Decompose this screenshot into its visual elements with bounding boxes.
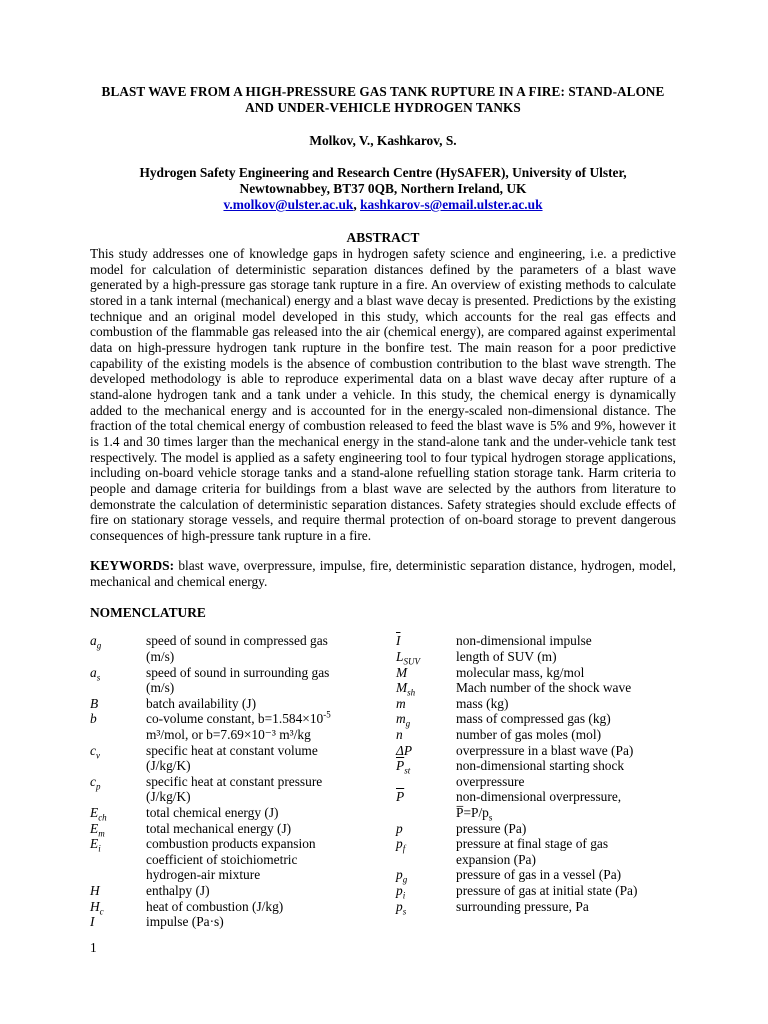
- symbol-main: H: [90, 882, 100, 898]
- symbol-main: E: [90, 836, 99, 852]
- email-separator: ,: [353, 197, 361, 212]
- definition-text: hydrogen-air mixture: [146, 867, 261, 883]
- definition-text: non-dimensional impulse: [456, 633, 592, 649]
- definition-text: molecular mass, kg/mol: [456, 664, 585, 680]
- symbol-main: $\overline{P}$: [396, 758, 405, 774]
- nomenclature-symbol: [90, 883, 146, 899]
- nomenclature-symbol: [90, 696, 146, 712]
- nomenclature-definition: [146, 774, 390, 790]
- nomenclature-row: [396, 680, 686, 696]
- affiliation-line-2: Newtownabbey, BT37 0QB, Northern Ireland, UK: [239, 181, 527, 196]
- email-link-kashkarov[interactable]: kashkarov-s@email.ulster.ac.uk: [360, 197, 543, 212]
- nomenclature-definition: [146, 665, 390, 681]
- definition-text: pressure of gas in a vessel (Pa): [456, 867, 622, 883]
- nomenclature-symbol: [396, 821, 456, 837]
- nomenclature-definition: [146, 867, 390, 883]
- symbol-subscript: g: [405, 719, 411, 730]
- nomenclature-definition: [146, 696, 390, 712]
- nomenclature-row: [90, 633, 390, 652]
- symbol-main: B: [90, 695, 99, 711]
- page-number: 1: [90, 940, 97, 955]
- nomenclature-definition: [456, 821, 686, 837]
- symbol-subscript: i: [402, 890, 406, 901]
- definition-text: specific heat at constant pressure: [146, 773, 323, 789]
- nomenclature-definition: [456, 743, 686, 759]
- nomenclature-definition: [456, 711, 686, 727]
- nomenclature-definition: [456, 774, 686, 790]
- definition-text: overpressure: [456, 773, 525, 789]
- nomenclature-definition: [456, 633, 686, 649]
- keywords: [90, 558, 676, 590]
- nomenclature-row: [90, 743, 390, 759]
- definition-text: specific heat at constant volume: [146, 742, 318, 758]
- nomenclature-row: [90, 665, 390, 681]
- nomenclature-symbol: [90, 821, 146, 837]
- nomenclature-definition: [456, 805, 686, 821]
- symbol-main: p: [396, 867, 403, 883]
- nomenclature-heading: NOMENCLATURE: [90, 605, 206, 621]
- nomenclature-row: [396, 789, 686, 805]
- definition-text: speed of sound in surrounding gas: [146, 664, 330, 680]
- nomenclature-definition: [456, 665, 686, 681]
- definition-text: coefficient of stoichiometric: [146, 851, 298, 867]
- nomenclature-symbol: [90, 727, 146, 743]
- nomenclature-row: [396, 852, 686, 868]
- nomenclature-row: [90, 774, 390, 790]
- nomenclature-definition: [456, 867, 686, 883]
- nomenclature-row: [90, 727, 390, 743]
- definition-text: (J/kg/K): [146, 758, 191, 774]
- author-emails: [90, 197, 676, 213]
- symbol-main: m: [396, 711, 406, 727]
- nomenclature-definition: [146, 852, 390, 868]
- definition-superscript: -5: [323, 709, 331, 720]
- symbol-main: b: [90, 711, 97, 727]
- nomenclature-symbol: [90, 914, 146, 930]
- nomenclature-definition: [456, 899, 686, 915]
- nomenclature-symbol: [90, 852, 146, 868]
- definition-text: impulse (Pa·s): [146, 914, 224, 930]
- symbol-subscript: st: [404, 765, 411, 776]
- symbol-subscript: s: [96, 672, 101, 683]
- nomenclature-symbol: [396, 649, 456, 665]
- nomenclature-definition: [146, 680, 390, 696]
- nomenclature-row: [90, 680, 390, 696]
- nomenclature-row: [396, 883, 686, 899]
- nomenclature-table: [90, 633, 676, 953]
- nomenclature-definition: [146, 758, 390, 774]
- nomenclature-row: [396, 821, 686, 837]
- nomenclature-row: [396, 649, 686, 665]
- nomenclature-row: [396, 743, 686, 759]
- nomenclature-symbol: [396, 743, 456, 759]
- nomenclature-row: [90, 852, 390, 868]
- symbol-main: $\overline{P}$: [396, 789, 405, 805]
- keywords-label: KEYWORDS:: [90, 558, 175, 574]
- nomenclature-symbol: [396, 680, 456, 696]
- nomenclature-row: [396, 774, 686, 790]
- symbol-subscript: sh: [407, 687, 416, 698]
- definition-text: non-dimensional overpressure,: [456, 789, 622, 805]
- nomenclature-definition: [146, 711, 390, 727]
- symbol-main: p: [396, 820, 403, 836]
- nomenclature-row: [396, 696, 686, 712]
- symbol-main: M: [396, 680, 408, 696]
- nomenclature-symbol: [396, 727, 456, 743]
- definition-text: enthalpy (J): [146, 882, 210, 898]
- definition-text: m³/mol, or b=7.69×10⁻³ m³/kg: [146, 727, 311, 743]
- symbol-main: a: [90, 633, 97, 649]
- nomenclature-symbol: [396, 852, 456, 868]
- nomenclature-symbol: [90, 867, 146, 883]
- nomenclature-symbol: [90, 711, 146, 727]
- nomenclature-row: [396, 805, 686, 821]
- nomenclature-row: [90, 649, 390, 665]
- symbol-subscript: ch: [98, 812, 107, 823]
- nomenclature-definition: [146, 743, 390, 759]
- definition-text: length of SUV (m): [456, 649, 557, 665]
- symbol-main: p: [396, 898, 403, 914]
- definition-text: Mach number of the shock wave: [456, 680, 632, 696]
- paper-authors: Molkov, V., Kashkarov, S.: [309, 133, 457, 148]
- nomenclature-row: [396, 836, 686, 852]
- nomenclature-definition: [456, 883, 686, 899]
- email-link-molkov[interactable]: v.molkov@ulster.ac.uk: [223, 197, 354, 212]
- definition-text: (J/kg/K): [146, 789, 191, 805]
- abstract-heading: ABSTRACT: [346, 230, 420, 245]
- paper-title: BLAST WAVE FROM A HIGH-PRESSURE GAS TANK RUPTURE IN A FIRE: STAND-ALONE AND UNDER-VEHICLE HYDROGEN TANKS: [101, 84, 665, 115]
- definition-text: P̅=P/p: [456, 805, 489, 820]
- nomenclature-symbol: [90, 836, 146, 852]
- definition-text: (m/s): [146, 649, 175, 665]
- nomenclature-definition: [456, 789, 686, 805]
- nomenclature-symbol: [396, 883, 456, 899]
- definition-text: non-dimensional starting shock: [456, 758, 625, 774]
- symbol-main: m: [396, 695, 406, 711]
- nomenclature-symbol: [90, 899, 146, 915]
- nomenclature-row: [90, 914, 390, 930]
- definition-text: number of gas moles (mol): [456, 727, 602, 743]
- nomenclature-definition: [456, 758, 686, 774]
- symbol-main: p: [396, 882, 403, 898]
- nomenclature-definition: [456, 836, 686, 852]
- nomenclature-row: [396, 899, 686, 915]
- definition-text: co-volume constant, b=1.584×10: [146, 711, 324, 727]
- nomenclature-symbol: [396, 711, 456, 730]
- nomenclature-row: [90, 821, 390, 837]
- symbol-main: E: [90, 820, 99, 836]
- nomenclature-definition: [456, 727, 686, 743]
- nomenclature-row: [90, 836, 390, 852]
- nomenclature-symbol: [90, 680, 146, 696]
- nomenclature-right-column: [396, 633, 686, 917]
- nomenclature-definition: [146, 883, 390, 899]
- nomenclature-symbol: [396, 758, 456, 774]
- nomenclature-symbol: [396, 805, 456, 821]
- nomenclature-row: [90, 696, 390, 712]
- nomenclature-row: [90, 867, 390, 883]
- nomenclature-row: [396, 633, 686, 649]
- nomenclature-row: [396, 727, 686, 743]
- nomenclature-definition: [146, 836, 390, 852]
- nomenclature-row: [90, 711, 390, 727]
- symbol-subscript: p: [95, 781, 101, 792]
- affiliation-line-1: Hydrogen Safety Engineering and Research Centre (HySAFER), University of Ulster,: [139, 165, 627, 180]
- nomenclature-row: [396, 711, 686, 730]
- symbol-main: ΔP: [396, 742, 413, 758]
- nomenclature-row: [90, 789, 390, 805]
- symbol-main: L: [396, 649, 404, 665]
- definition-text: total chemical energy (J): [146, 805, 279, 820]
- nomenclature-symbol: [396, 789, 456, 805]
- nomenclature-symbol: [90, 774, 146, 790]
- definition-text: expansion (Pa): [456, 851, 536, 867]
- nomenclature-symbol: [90, 665, 146, 681]
- symbol-main: a: [90, 664, 97, 680]
- definition-text: total mechanical energy (J): [146, 820, 292, 836]
- definition-text: pressure of gas at initial state (Pa): [456, 882, 638, 898]
- definition-text: batch availability (J): [146, 695, 257, 711]
- keywords-text: blast wave, overpressure, impulse, fire, deterministic separation distance, hydrogen, model, mechanical and chemical energy.: [90, 558, 676, 590]
- definition-text: overpressure in a blast wave (Pa): [456, 742, 634, 758]
- nomenclature-definition: [146, 633, 390, 649]
- definition-text: (m/s): [146, 680, 175, 696]
- nomenclature-symbol: [396, 633, 456, 649]
- definition-text: heat of combustion (J/kg): [146, 898, 284, 914]
- symbol-main: n: [396, 727, 403, 743]
- symbol-subscript: f: [402, 843, 406, 854]
- nomenclature-definition: [146, 727, 390, 743]
- nomenclature-symbol: [396, 696, 456, 712]
- nomenclature-row: [90, 758, 390, 774]
- symbol-main: $\overline{I}$: [396, 633, 401, 649]
- symbol-subscript: g: [96, 641, 102, 652]
- symbol-main: H: [90, 898, 100, 914]
- definition-text: pressure (Pa): [456, 820, 527, 836]
- symbol-main: c: [90, 773, 96, 789]
- symbol-main: M: [396, 664, 408, 680]
- abstract-text: This study addresses one of knowledge gaps in hydrogen safety science and engineering, i.e. a predictive model for calculation of deterministic separation distances defined by the parameters of a blast wave generated by a high-pressure gas storage tank rupture in a fire. An overview of existing methods to calculate stored in a tank internal (mechanical) energy and a blast wave decay is presented. Predictions by the existing technique and an original model developed in this study, which accounts for the real gas effects and combustion of the flammable gas released into the air (chemical energy), are compared against experimental data on high-pressure hydrogen tank rupture in the bonfire test. The main reason for a poor predictive capability of the existing models is the absence of combustion contribution to the blast wave strength. The developed methodology is able to reproduce experimental data on a blast wave decay after rupture of a stand-alone hydrogen tank and a tank under a vehicle. In this study, the chemical energy is dynamically added to the mechanical energy and is accounted for in the energy-scaled non-dimensional distance. The fraction of the total chemical energy of combustion released to feed the blast wave is 5% and 9%, however it is 1.4 and 30 times larger than the mechanical energy in the stand-alone tank and the under-vehicle tank test respectively. The model is applied as a safety engineering tool to four typical hydrogen storage applications, including on-board vehicle storage tanks and a stand-alone refuelling station storage tank. Harm criteria to people and damage criteria for buildings from a blast wave are selected by the authors from literature to demonstrate the calculation of deterministic separation distances. Safety strategies should exclude effects of fire on stationary storage vessels, and require thermal protection of on-board storage to prevent dangerous consequences of high-pressure tank rupture in a fire.: [90, 246, 676, 543]
- nomenclature-symbol: [90, 789, 146, 805]
- definition-text: speed of sound in compressed gas: [146, 633, 328, 649]
- definition-text: surrounding pressure, Pa: [456, 898, 589, 914]
- nomenclature-row: [90, 805, 390, 821]
- nomenclature-symbol: [396, 774, 456, 790]
- nomenclature-symbol: [90, 743, 146, 759]
- nomenclature-definition: [456, 649, 686, 665]
- nomenclature-definition: [456, 680, 686, 696]
- nomenclature-row: [396, 867, 686, 886]
- nomenclature-definition: [456, 852, 686, 868]
- nomenclature-row: [396, 665, 686, 681]
- symbol-main: p: [396, 836, 403, 852]
- symbol-subscript: c: [99, 906, 104, 917]
- symbol-subscript: m: [98, 828, 105, 839]
- nomenclature-left-column: [90, 633, 390, 929]
- nomenclature-symbol: [396, 867, 456, 886]
- definition-subscript: s: [488, 812, 493, 823]
- symbol-subscript: s: [402, 906, 407, 917]
- nomenclature-row: [90, 883, 390, 899]
- nomenclature-definition: [146, 821, 390, 837]
- nomenclature-symbol: [90, 649, 146, 665]
- nomenclature-definition: [146, 914, 390, 930]
- symbol-subscript: g: [402, 875, 408, 886]
- definition-text: pressure at final stage of gas: [456, 836, 609, 852]
- nomenclature-definition: [146, 805, 390, 821]
- nomenclature-definition: [146, 899, 390, 915]
- nomenclature-row: [396, 758, 686, 774]
- nomenclature-symbol: [396, 899, 456, 915]
- symbol-subscript: SUV: [403, 656, 420, 667]
- nomenclature-symbol: [90, 633, 146, 652]
- definition-text: mass (kg): [456, 695, 509, 711]
- symbol-main: I: [90, 914, 95, 930]
- nomenclature-symbol: [90, 805, 146, 821]
- nomenclature-symbol: [396, 665, 456, 681]
- nomenclature-symbol: [396, 836, 456, 852]
- nomenclature-definition: [146, 789, 390, 805]
- nomenclature-row: [90, 899, 390, 915]
- symbol-main: c: [90, 742, 96, 758]
- definition-text: combustion products expansion: [146, 836, 316, 852]
- nomenclature-symbol: [90, 758, 146, 774]
- symbol-subscript: i: [98, 843, 101, 854]
- paper-page: [90, 84, 676, 953]
- nomenclature-definition: [456, 696, 686, 712]
- nomenclature-definition: [146, 649, 390, 665]
- symbol-main: E: [90, 805, 99, 820]
- symbol-subscript: v: [95, 750, 100, 761]
- definition-text: mass of compressed gas (kg): [456, 711, 611, 727]
